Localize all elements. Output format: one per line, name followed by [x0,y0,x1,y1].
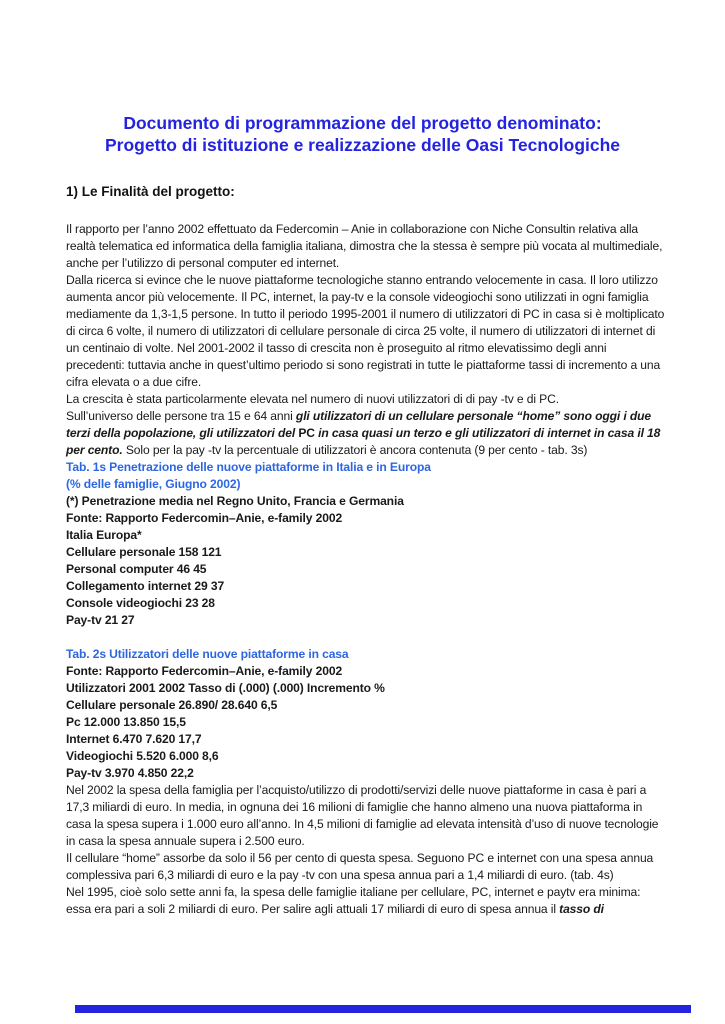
table2-rows [66,697,667,782]
table-row: Cellulare personale 158 121 [66,545,222,559]
table-row: Console videogiochi 23 28 [66,596,215,610]
paragraph-paytv-pc-growth: La crescita è stata particolarmente elevata nel numero di nuovi utilizzatori di di pay -tv e di PC. [66,392,559,406]
paragraph-user-shares [66,408,667,459]
comparison-intro: Nel 1995, cioè solo sette anni fa, la spesa delle famiglie italiane per cellulare, PC, internet e paytv era minima: essa era pari a soli 2 miliardi di euro. Per salire agli attuali 17 miliardi di euro di spesa annua il [66,885,641,916]
table1-caption-line1: Tab. 1s Penetrazione delle nuove piattaforme in Italia e in Europa [66,460,431,474]
title-line-2: Progetto di istituzione e realizzazione delle Oasi Tecnologiche [104,135,621,155]
user-shares-pc: PC [298,426,315,440]
table-row: Pay-tv 21 27 [66,613,135,627]
page-bottom-rule [75,1005,691,1013]
table-row: Internet 6.470 7.620 17,7 [66,732,202,746]
table-row: Cellulare personale 26.890/ 28.640 6,5 [66,698,278,712]
table1-source: Fonte: Rapporto Federcomin–Anie, e-family 2002 [66,511,343,525]
table1-caption-line2: (% delle famiglie, Giugno 2002) [66,477,241,491]
paragraph-cellular-share: Il cellulare “home” assorbe da solo il 56 per cento di questa spesa. Seguono PC e internet con una spesa annua complessiva pari 6,3 miliardi di euro e la pay -tv con una spesa annua pari a 1,4 miliardi di euro. (tab. 4s) [66,851,654,882]
table2-columns-header: Utilizzatori 2001 2002 Tasso di (.000) (.000) Incremento % [66,681,385,695]
table1-columns-header: Italia Europa* [66,528,142,542]
section-heading: 1) Le Finalità del progetto: [66,184,235,199]
table-row: Personal computer 46 45 [66,562,207,576]
table2-source: Fonte: Rapporto Federcomin–Anie, e-family 2002 [66,664,343,678]
table-row: Pay-tv 3.970 4.850 22,2 [66,766,194,780]
user-shares-intro: Sull’universo delle persone tra 15 e 64 anni [66,409,296,423]
user-shares-emphasis-1: gli utilizzatori di un cellulare personale “home” sono oggi i due terzi della popolazione, gli utilizzatori del [66,409,651,440]
user-shares-rest: Solo per la pay -tv la percentuale di utilizzatori è ancora contenuta (9 per cento - tab. 3s) [122,443,588,457]
paragraph-spending-2002: Nel 2002 la spesa della famiglia per l’acquisto/utilizzo di prodotti/servizi delle nuove piattaforme in casa è pari a 17,3 miliardi di euro. In media, in ognuna dei 16 milioni di famiglie che hanno almeno una nuova piattaforma in casa la spesa supera i 1.000 euro all’anno. In 4,5 milioni di famiglie ad elevata intensità d’uso di nuove tecnologie in casa la spesa annuale supera i 2.500 euro. [66,783,659,848]
table1-rows [66,544,667,629]
paragraph-report-intro: Il rapporto per l’anno 2002 effettuato da Federcomin – Anie in collaborazione con Niche Consultin relativa alla realtà telematica ed informatica della famiglia italiana, dimostra che la stessa è sempre più vocata al multimediale, anche per l’utilizzo di personal computer ed internet. [66,222,663,270]
paragraph-platform-growth: Dalla ricerca si evince che le nuove piattaforme tecnologiche stanno entrando velocemente in casa. Il loro utilizzo aumenta ancor più velocemente. Il PC, internet, la pay-tv e la console videogiochi sono utilizzati in ogni famiglia mediamente da 1,3-1,5 persone. In tutto il periodo 1995-2001 il numero di utilizzatori di PC in casa si è moltiplicato di circa 6 volte, il numero di utilizzatori di cellulare personale di circa 25 volte, il numero di utilizzatori di internet di un centinaio di volte. Nel 2001-2002 il tasso di crescita non è proseguito al ritmo elevatissimo degli anni precedenti: tuttavia anche in quest’ultimo periodo si sono registrati in tutte le piattaforme tassi di incremento a una cifra elevata o a due cifre. [66,273,665,389]
table-row: Pc 12.000 13.850 15,5 [66,715,186,729]
table1-note: (*) Penetrazione media nel Regno Unito, Francia e Germania [66,494,404,508]
comparison-emphasis: tasso di [559,902,604,916]
title-line-1: Documento di programmazione del progetto denominato: [123,113,602,133]
document-title [0,0,725,156]
user-shares-emphasis-2: in casa quasi un terzo e gli utilizzatori di internet in casa il 18 per cento. [66,426,661,457]
table-row: Collegamento internet 29 37 [66,579,225,593]
table-row: Videogiochi 5.520 6.000 8,6 [66,749,219,763]
paragraph-1995-comparison [66,884,667,918]
table2-caption-line1: Tab. 2s Utilizzatori delle nuove piattaforme in casa [66,647,349,661]
document-body [66,221,667,918]
